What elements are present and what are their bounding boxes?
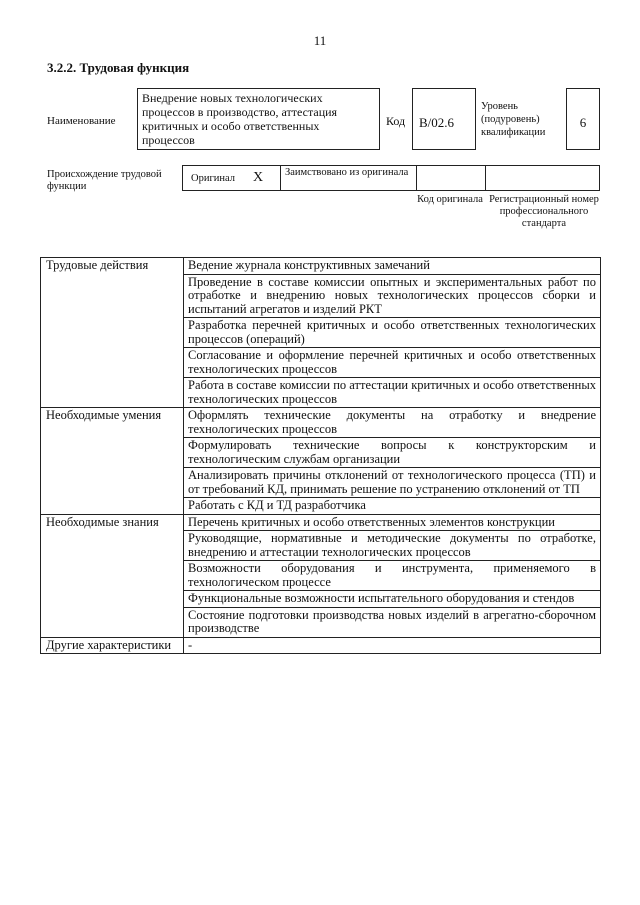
section-title: 3.2.2. Трудовая функция (47, 60, 190, 75)
list-item: - (184, 637, 601, 654)
list-item: Руководящие, нормативные и методические документы по отработке, внедрению и аттестации технологических процессов (184, 531, 601, 561)
table-row (41, 408, 601, 438)
table-row (41, 258, 601, 275)
list-item: Работать с КД и ТД разработчика (184, 498, 601, 515)
list-item: Проведение в составе комиссии опытных и экспериментальных работ по отработке и внедрению новых технологических процессов сборки и испытаний агрегатов и изделий РКТ (184, 274, 601, 318)
list-item: Функциональные возможности испытательного оборудования и стендов (184, 591, 601, 608)
list-item: Ведение журнала конструктивных замечаний (184, 258, 601, 275)
original-mark: X (253, 170, 264, 185)
function-name-box (137, 88, 380, 150)
section-title-actions: Трудовые действия (41, 258, 184, 408)
page-number: 11 (313, 33, 327, 48)
origin-label: Происхождение трудовой функции (47, 169, 162, 192)
list-item: Согласование и оформление перечней критичных и особо ответственных технологических процессов (184, 348, 601, 378)
name-label: Наименование (47, 115, 116, 127)
level-value: 6 (579, 115, 587, 130)
section-title-other: Другие характеристики (41, 637, 184, 654)
level-box (566, 88, 600, 150)
list-item: Работа в составе комиссии по аттестации критичных и особо ответственных технологических процессов (184, 378, 601, 408)
code-value: В/02.6 (419, 115, 455, 130)
table-row (41, 514, 601, 531)
reg-number-label: Регистрационный номер профессионального стандарта (489, 194, 599, 229)
origin-box (182, 165, 600, 191)
borrowed-label: Заимствовано из оригинала (285, 167, 409, 178)
section-title-skills: Необходимые умения (41, 408, 184, 515)
code-box (412, 88, 476, 150)
list-item: Анализировать причины отклонений от технологического процесса (ТП) и от требований КД, принимать решение по устранению отклонений от ТП (184, 468, 601, 498)
requirements-table (40, 257, 601, 654)
list-item: Формулировать технические вопросы к конструкторским и технологическим службам организации (184, 438, 601, 468)
code-label: Код (386, 114, 406, 128)
function-name-value: Внедрение новых технологических процессов в производство, аттестация критичных и особо ответственных процессов (142, 91, 338, 147)
table-row (41, 637, 601, 654)
section-title-knowledge: Необходимые знания (41, 514, 184, 637)
list-item: Перечень критичных и особо ответственных элементов конструкции (184, 514, 601, 531)
list-item: Возможности оборудования и инструмента, применяемого в технологическом процессе (184, 561, 601, 591)
original-label: Оригинал (191, 173, 235, 184)
level-label: Уровень (подуровень) квалификации (481, 101, 546, 138)
list-item: Оформлять технические документы на отработку и внедрение технологических процессов (184, 408, 601, 438)
list-item: Состояние подготовки производства новых изделий в агрегатно-сборочном производстве (184, 607, 601, 637)
list-item: Разработка перечней критичных и особо ответственных технологических процессов (операций) (184, 318, 601, 348)
code-original-label: Код оригинала (417, 194, 483, 205)
